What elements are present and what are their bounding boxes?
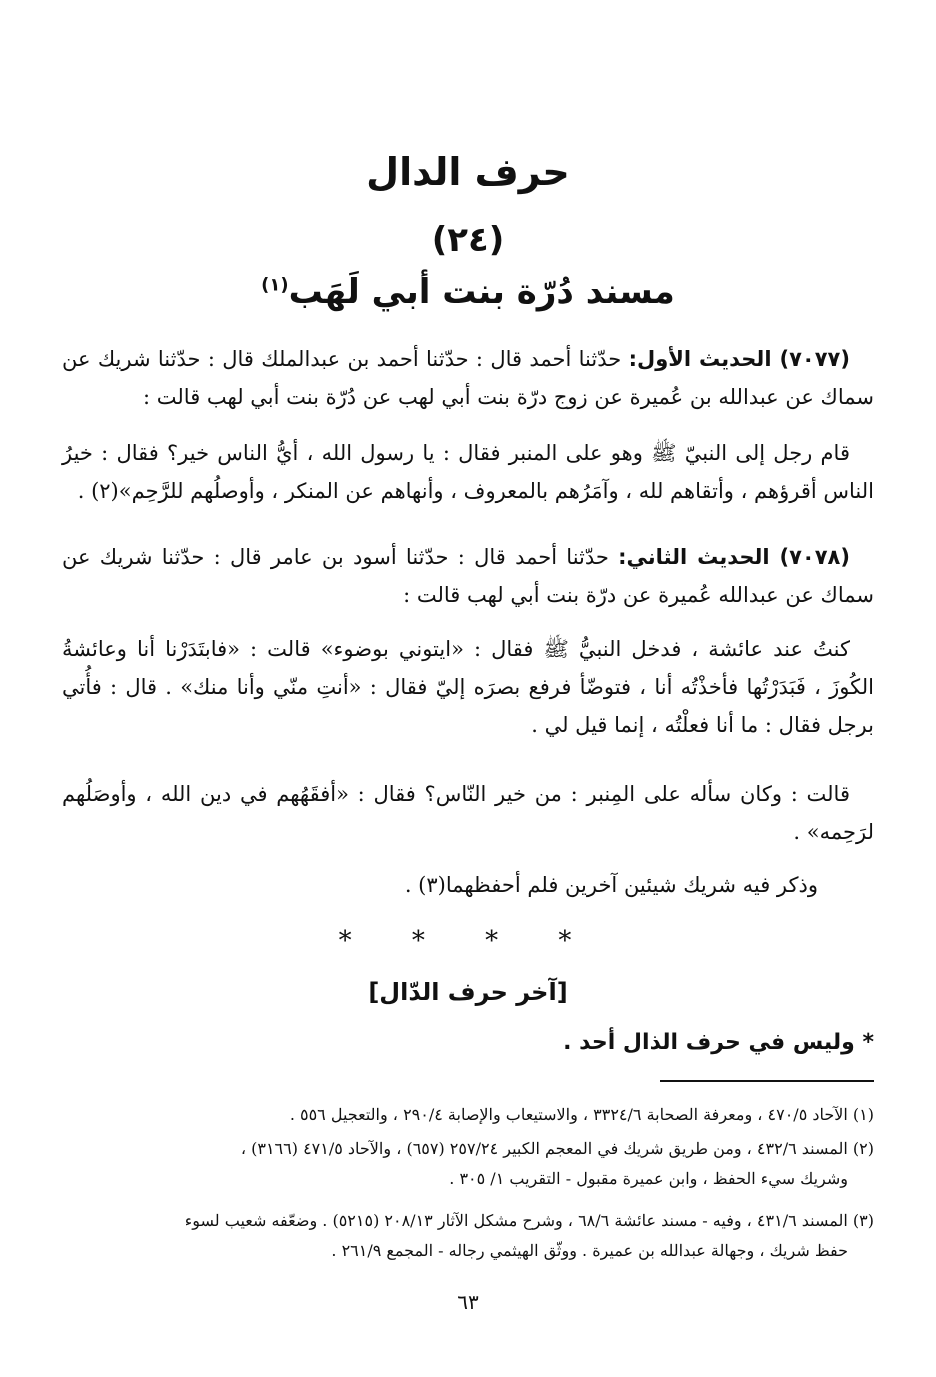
- hadith-2-matn-1: كنتُ عند عائشة ، فدخل النبيُّ ﷺ فقال : «ايتوني بوضوء» قالت : «فابتَدَرْنا أنا وعائشةُ الكُوزَ ، فَبَدَرْتُها فأخذْتُه أنا ، فتوضّأ فرفع بصرَه إليّ فقال : «أنتِ منّي وأنا منك» . قال : فأُتي برجل فقال : ما أنا فعلْتُه ، إنما قيل لي .: [62, 637, 874, 737]
- footnote-1: (١) الآحاد ٤٧٠/٥ ، ومعرفة الصحابة ٣٣٢٤/٦ ، والاستيعاب والإصابة ٢٩٠/٤ ، والتعجيل ٥٥٦ .: [289, 1105, 874, 1124]
- footnote-3: [62, 1206, 874, 1266]
- hadith-1-label: (٧٠٧٧) الحديث الأول:: [628, 347, 850, 371]
- musnad-title: مسند دُرّة بنت أبي لَهَب: [288, 272, 675, 312]
- dhal-note: * وليس في حرف الذال أحد .: [563, 1030, 874, 1055]
- footnote-2-line-1: (٢) المسند ٤٣٢/٦ ، ومن طريق شريك في المعجم الكبير ٢٥٧/٢٤ (٦٥٧) ، والآحاد ٤٧١/٥ (٣١٦٦) ،: [240, 1139, 874, 1158]
- footnote-ref-1: (١): [261, 274, 289, 296]
- hadith-1-isnad-text: حدّثنا أحمد قال : حدّثنا أحمد بن عبدالملك قال : حدّثنا شريك عن سماك عن عبدالله بن عُميرة عن زوج درّة بنت أبي لهب عن دُرّة بنت أبي لهب قالت :: [62, 347, 874, 409]
- hadith-2-matn-3: وذكر فيه شريك شيئين آخرين فلم أحفظهما(٣) .: [404, 873, 818, 897]
- hadith-2-matn-2: قالت : وكان سأله على المِنبر : من خير النّاس؟ فقال : «أفقَهُهم في دين الله ، وأوصَلُهم لرَحِمه» .: [62, 782, 874, 844]
- footnote-3-line-1: (٣) المسند ٤٣١/٦ ، وفيه - مسند عائشة ٦٨/٦ ، وشرح مشكل الآثار ٢٠٨/١٣ (٥٢١٥) . وضعّفه شعيب لسوء: [184, 1211, 874, 1230]
- hadith-2-isnad-text: حدّثنا أحمد قال : حدّثنا أسود بن عامر قال : حدّثنا شريك عن سماك عن عبدالله عُميرة عن درّة بنت أبي لهب قالت :: [62, 545, 874, 607]
- hadith-2-isnad: [62, 538, 874, 614]
- separator-stars: * * * *: [338, 926, 598, 956]
- page-number: ٦٣: [457, 1290, 479, 1314]
- footnote-2: [62, 1134, 874, 1194]
- hadith-1-matn: قام رجل إلى النبيّ ﷺ وهو على المنبر فقال : يا رسول الله ، أيُّ الناس خير؟ فقال : خيرُ الناس أقرؤهم ، وأتقاهم لله ، وآمَرُهم بالمعروف ، وأنهاهم عن المنكر ، وأوصلُهم للرَّحِم»(٢) .: [62, 441, 874, 503]
- hadith-2-label: (٧٠٧٨) الحديث الثاني:: [618, 545, 850, 569]
- end-of-letter-label: [آخر حرف الدّال]: [368, 978, 568, 1006]
- footnote-2-line-2: وشريك سيء الحفظ ، وابن عميرة مقبول - التقريب ١/ ٣٠٥ .: [449, 1169, 848, 1188]
- chapter-number: (٢٤): [431, 220, 505, 260]
- footnote-3-line-2: حفظ شريك ، وجهالة عبدالله بن عميرة . ووثّق الهيثمي رجاله - المجمع ٢٦١/٩ .: [331, 1241, 848, 1260]
- musnad-heading: [0, 272, 936, 312]
- section-title: حرف الدال: [366, 150, 570, 194]
- footnote-divider: [660, 1080, 874, 1082]
- hadith-1-isnad: [62, 340, 874, 416]
